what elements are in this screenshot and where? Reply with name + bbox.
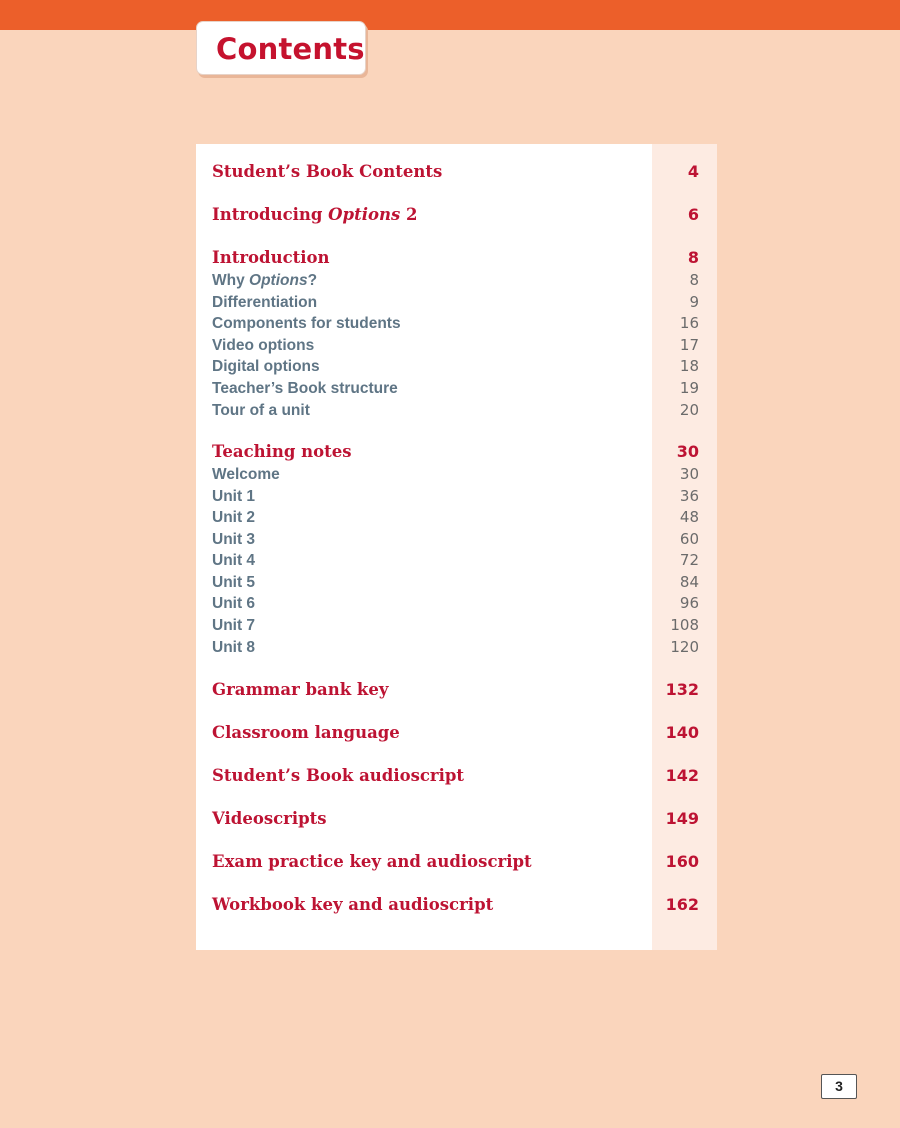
toc-panel: [196, 144, 717, 950]
toc-entry-label: Introducing Options 2: [212, 205, 418, 224]
toc-entry-page: 108: [670, 616, 699, 634]
toc-entry-label: Video options: [212, 337, 315, 354]
toc-entry-video-options[interactable]: [212, 334, 699, 357]
header-band: [0, 0, 900, 30]
toc-entry-label: Teaching notes: [212, 442, 352, 461]
toc-entry-label: Digital options: [212, 358, 320, 375]
toc-entry-label: Unit 6: [212, 595, 256, 612]
toc-entry-digital-options[interactable]: [212, 355, 699, 378]
toc-entry-grammar-bank-key[interactable]: [212, 679, 699, 701]
toc-entry-page: 160: [665, 852, 699, 871]
toc-entry-page: 6: [687, 205, 699, 224]
toc-entry-label: Grammar bank key: [212, 680, 389, 699]
toc-entry-label: Student’s Book Contents: [212, 162, 443, 181]
toc-entry-label: Differentiation: [212, 294, 318, 311]
toc-entry-unit-1[interactable]: [212, 485, 699, 508]
toc-entry-unit-8[interactable]: [212, 636, 699, 659]
toc-entry-page: 120: [670, 638, 699, 656]
toc-entry-page: 30: [679, 465, 699, 483]
toc-entry-label: Unit 1: [212, 488, 256, 505]
toc-entry-page: 149: [665, 809, 699, 828]
toc-entry-introduction[interactable]: [212, 247, 699, 269]
page-title: Contents: [216, 32, 365, 66]
toc-entry-videoscripts[interactable]: [212, 808, 699, 830]
toc-entry-label: Unit 4: [212, 552, 256, 569]
toc-entry-welcome[interactable]: [212, 463, 699, 486]
toc-entry-page: 140: [665, 723, 699, 742]
toc-entry-page: 36: [679, 487, 699, 505]
toc-entry-students-book-contents[interactable]: [212, 161, 699, 183]
toc-entry-why-options[interactable]: [212, 269, 699, 292]
toc-entry-introducing-options[interactable]: [212, 204, 699, 226]
toc-entry-page: 8: [689, 271, 699, 289]
toc-entry-unit-6[interactable]: [212, 592, 699, 615]
toc-entry-page: 162: [665, 895, 699, 914]
toc-entry-page: 96: [679, 594, 699, 612]
toc-entry-label: Exam practice key and audioscript: [212, 852, 532, 871]
toc-entry-teachers-book-structure[interactable]: [212, 377, 699, 400]
title-tab: [196, 21, 366, 75]
toc-entry-label: Unit 5: [212, 574, 256, 591]
toc-entry-components-for-students[interactable]: [212, 312, 699, 335]
toc-entry-unit-3[interactable]: [212, 528, 699, 551]
toc-entry-exam-practice-key[interactable]: [212, 851, 699, 873]
toc-entry-label: Unit 8: [212, 639, 256, 656]
toc-entry-unit-7[interactable]: [212, 614, 699, 637]
toc-entry-page: 30: [676, 442, 699, 461]
toc-entry-teaching-notes[interactable]: [212, 441, 699, 463]
toc-entry-label: Unit 2: [212, 509, 256, 526]
toc-entry-page: 72: [679, 551, 699, 569]
toc-entry-label: Teacher’s Book structure: [212, 380, 398, 397]
toc-entry-page: 4: [687, 162, 699, 181]
toc-entry-page: 60: [679, 530, 699, 548]
toc-entry-classroom-language[interactable]: [212, 722, 699, 744]
toc-entry-page: 9: [689, 293, 699, 311]
toc-entry-unit-4[interactable]: [212, 549, 699, 572]
toc-entry-label: Workbook key and audioscript: [212, 895, 494, 914]
toc-entry-label: Why Options?: [212, 272, 318, 289]
toc-entry-label: Unit 3: [212, 531, 256, 548]
toc-entry-label: Introduction: [212, 248, 330, 267]
toc-entry-students-book-audioscript[interactable]: [212, 765, 699, 787]
toc-entry-page: 8: [687, 248, 699, 267]
toc-entry-page: 16: [679, 314, 699, 332]
toc-entry-page: 48: [679, 508, 699, 526]
toc-entry-label: Components for students: [212, 315, 401, 332]
toc-entry-differentiation[interactable]: [212, 291, 699, 314]
toc-entry-page: 20: [679, 401, 699, 419]
toc-entry-label: Student’s Book audioscript: [212, 766, 465, 785]
toc-entry-page: 18: [679, 357, 699, 375]
toc-entry-unit-2[interactable]: [212, 506, 699, 529]
toc-entry-label: Unit 7: [212, 617, 256, 634]
toc-entry-label: Tour of a unit: [212, 402, 310, 419]
page-number: 3: [821, 1074, 857, 1099]
toc-entry-page: 84: [679, 573, 699, 591]
toc-entry-page: 19: [679, 379, 699, 397]
toc-entry-page: 17: [679, 336, 699, 354]
toc-entry-page: 142: [665, 766, 699, 785]
toc-entry-workbook-key[interactable]: [212, 894, 699, 916]
toc-entry-label: Videoscripts: [212, 809, 327, 828]
toc-entry-page: 132: [665, 680, 699, 699]
toc-entry-label: Classroom language: [212, 723, 400, 742]
toc-entry-tour-of-a-unit[interactable]: [212, 399, 699, 422]
toc-entry-label: Welcome: [212, 466, 280, 483]
toc-entry-unit-5[interactable]: [212, 571, 699, 594]
